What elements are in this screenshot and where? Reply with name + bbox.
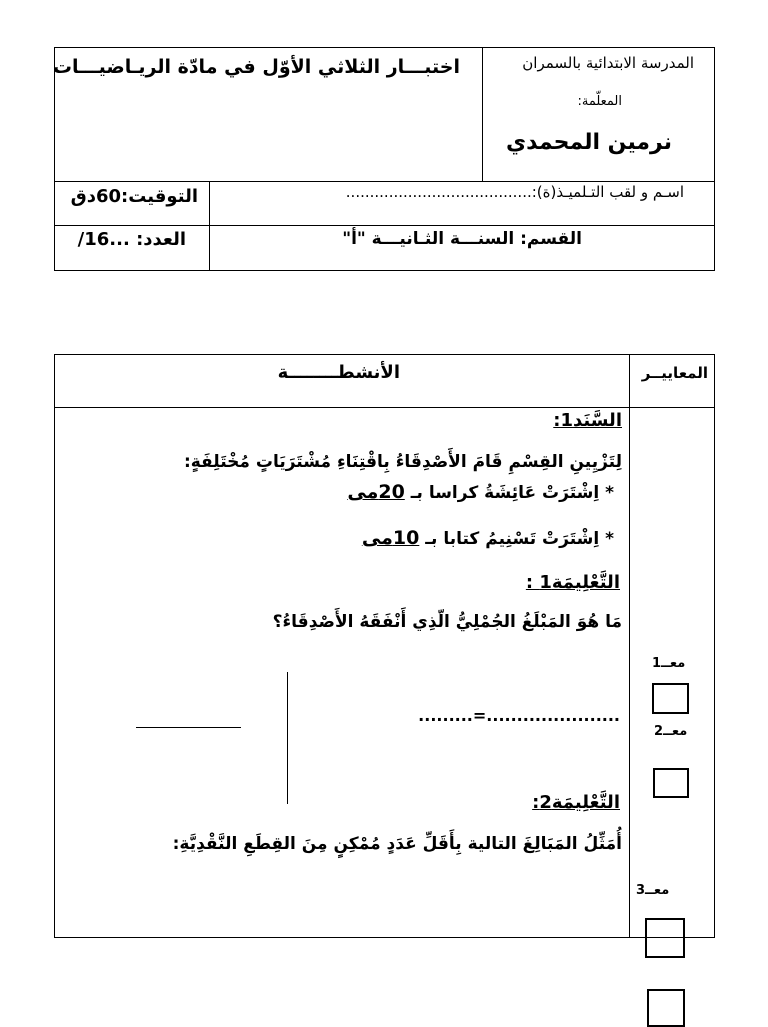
intro-text: لِتَزْيِينِ القِسْمِ قَامَ الأَصْدِقَاءُ بِاقْتِنَاءِ مُشْتَرَيَاتٍ مُخْتَلِفَةٍ: <box>183 452 622 472</box>
class-label: القسم: السنـــة الثـانيـــة "أ" <box>342 229 582 249</box>
criterion-1-label: معــ1 <box>652 656 686 671</box>
sanad-heading: السَّنَد1: <box>553 410 622 431</box>
purchase-item-2 <box>362 527 614 549</box>
criterion-3-box[interactable] <box>645 918 685 958</box>
purchase-item-1-text: * اِشْتَرَتْ عَائِشَةُ كراسا بـ <box>404 483 614 503</box>
purchase-item-1 <box>347 481 614 503</box>
working-horizontal-line <box>136 727 241 728</box>
teacher-label: المعلّمة: <box>577 94 622 109</box>
criterion-2-label: معــ2 <box>654 724 688 739</box>
criterion-3-label: معــ3 <box>636 883 670 898</box>
criterion-1-box[interactable] <box>652 683 689 714</box>
working-vertical-line <box>287 672 288 804</box>
purchase-item-2-price: 10مى <box>361 527 420 549</box>
criteria-header: المعاييــر <box>641 364 708 382</box>
time-label: التوقيت:60دق <box>70 186 198 207</box>
school-name: المدرسة الابتدائية بالسمران <box>522 54 694 72</box>
student-name-label: اسـم و لقب التـلميـذ(ة):....................................... <box>345 183 684 201</box>
activities-header: الأنشطــــــــة <box>277 362 400 383</box>
question-2: أُمَثِّلُ المَبَالِغَ التالية بِأَقَلِّ عَدَدٍ مُمْكِنٍ مِنَ القِطَعِ النَّقْدِيَّةِ: <box>172 834 622 854</box>
criterion-2-box[interactable] <box>653 768 689 798</box>
criterion-4-box[interactable] <box>647 989 685 1027</box>
purchase-item-2-text: * اِشْتَرَتْ تَسْنِيمُ كتابا بـ <box>419 529 614 549</box>
teacher-name: نرمين المحمدي <box>505 130 672 155</box>
task-1-heading: التَّعْلِيمَة1 : <box>525 572 620 593</box>
answer-line[interactable]: .........=...................... <box>418 706 620 725</box>
exam-title: اختبـــار الثلاثي الأوّل في مادّة الريـاضيـــات <box>52 56 460 78</box>
question-1: مَا هُوَ المَبْلَغُ الجُمْلِيُّ الّذِي أَنْفَقَهُ الأَصْدِقَاءُ؟ <box>272 612 622 632</box>
purchase-item-1-price: 20مى <box>347 481 405 503</box>
task-2-heading: التَّعْلِيمَة2: <box>532 792 620 813</box>
score-label: العدد: ...16/ <box>77 229 186 250</box>
